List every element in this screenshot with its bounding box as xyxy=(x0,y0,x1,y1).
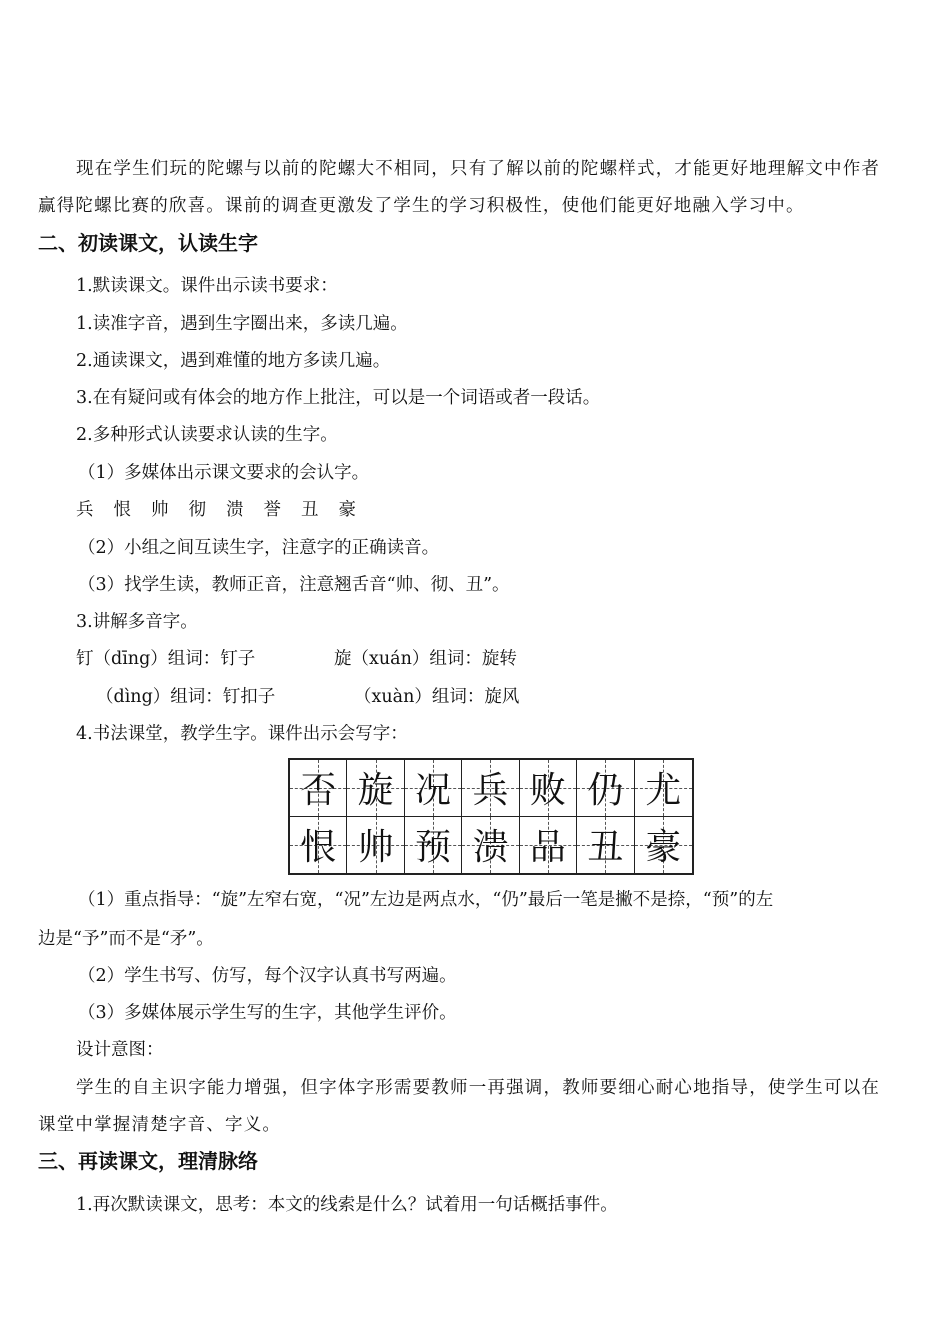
sub-step-3: （3）找学生读，教师正音，注意翘舌音“帅、彻、丑”。 xyxy=(78,575,510,595)
intro-line-1: 现在学生们玩的陀螺与以前的陀螺大不相同，只有了解以前的陀螺样式，才能更好地理解文中作者 xyxy=(76,159,881,179)
requirement-3: 3.在有疑问或有体会的地方作上批注，可以是一个词语或者一段话。 xyxy=(76,388,601,408)
grid-cell xyxy=(290,760,347,817)
polyphone-row-2-right: （xuàn）组词：旋风 xyxy=(354,687,520,707)
section-heading-3: 三、再读课文，理清脉络 xyxy=(38,1149,258,1173)
char: 兵 xyxy=(76,500,94,520)
grid-char: 旋 xyxy=(357,770,394,812)
grid-char: 溃 xyxy=(472,827,509,869)
grid-cell xyxy=(290,817,347,874)
grid-char: 丑 xyxy=(587,827,624,869)
design-intent-title: 设计意图： xyxy=(76,1040,164,1060)
step-1: 1.默读课文。课件出示读书要求： xyxy=(76,276,338,296)
grid-cell xyxy=(577,760,634,817)
step-4: 4.书法课堂，教学生字。课件出示会写字： xyxy=(76,724,408,744)
grid-char: 否 xyxy=(300,770,337,812)
intro-line-2: 赢得陀螺比赛的欣喜。课前的调查更激发了学生的学习积极性，使他们能更好地融入学习中。 xyxy=(38,196,805,216)
char: 豪 xyxy=(338,500,356,520)
grid-cell xyxy=(462,817,519,874)
char: 彻 xyxy=(188,500,206,520)
char: 誉 xyxy=(263,500,281,520)
guide-1-line-1: （1）重点指导：“旋”左窄右宽，“况”左边是两点水，“仍”最后一笔是撇不是捺，“预”的左 xyxy=(78,890,774,910)
grid-char: 况 xyxy=(415,770,452,812)
grid-char: 品 xyxy=(529,827,566,869)
grid-char: 败 xyxy=(529,770,566,812)
section-heading-2: 二、初读课文，认读生字 xyxy=(38,231,258,255)
grid-cell xyxy=(520,760,577,817)
requirement-2: 2.通读课文，遇到难懂的地方多读几遍。 xyxy=(76,351,391,371)
grid-char: 豪 xyxy=(645,827,682,869)
guide-1-line-2: 边是“予”而不是“矛”。 xyxy=(38,929,214,949)
grid-char: 尤 xyxy=(645,770,682,812)
section3-step-1: 1.再次默读课文，思考：本文的线索是什么？试着用一句话概括事件。 xyxy=(76,1195,618,1215)
char: 恨 xyxy=(113,500,131,520)
step-3: 3.讲解多音字。 xyxy=(76,612,198,632)
grid-cell xyxy=(405,760,462,817)
grid-char: 帅 xyxy=(357,827,394,869)
requirement-1: 1.读准字音，遇到生字圈出来，多读几遍。 xyxy=(76,314,408,334)
char: 丑 xyxy=(301,500,319,520)
grid-cell xyxy=(405,817,462,874)
recognition-chars xyxy=(76,498,376,522)
grid-cell xyxy=(635,760,692,817)
polyphone-row-1-right: 旋（xuán）组词：旋转 xyxy=(334,649,517,669)
guide-3: （3）多媒体展示学生写的生字，其他学生评价。 xyxy=(78,1003,457,1023)
writing-grid xyxy=(288,758,694,875)
step-2: 2.多种形式认读要求认读的生字。 xyxy=(76,425,338,445)
grid-char: 预 xyxy=(415,827,452,869)
guide-2: （2）学生书写、仿写，每个汉字认真书写两遍。 xyxy=(78,966,457,986)
grid-cell xyxy=(347,817,404,874)
design-intent-line-2: 课堂中掌握清楚字音、字义。 xyxy=(38,1115,282,1135)
grid-char: 仍 xyxy=(587,770,624,812)
grid-cell xyxy=(635,817,692,874)
grid-char: 恨 xyxy=(300,827,337,869)
char: 帅 xyxy=(151,500,169,520)
grid-char: 兵 xyxy=(472,770,509,812)
polyphone-row-2-left: （dìng）组词：钉扣子 xyxy=(96,687,276,707)
sub-step-2: （2）小组之间互读生字，注意字的正确读音。 xyxy=(78,538,440,558)
design-intent-line-1: 学生的自主识字能力增强，但字体字形需要教师一再强调，教师要细心耐心地指导，使学生可以在 xyxy=(76,1078,881,1098)
grid-cell xyxy=(577,817,634,874)
grid-cell xyxy=(520,817,577,874)
sub-step-1: （1）多媒体出示课文要求的会认字。 xyxy=(78,463,370,483)
grid-cell xyxy=(462,760,519,817)
grid-cell xyxy=(347,760,404,817)
char: 溃 xyxy=(226,500,244,520)
polyphone-row-1-left: 钉（dīng）组词：钉子 xyxy=(76,649,256,669)
